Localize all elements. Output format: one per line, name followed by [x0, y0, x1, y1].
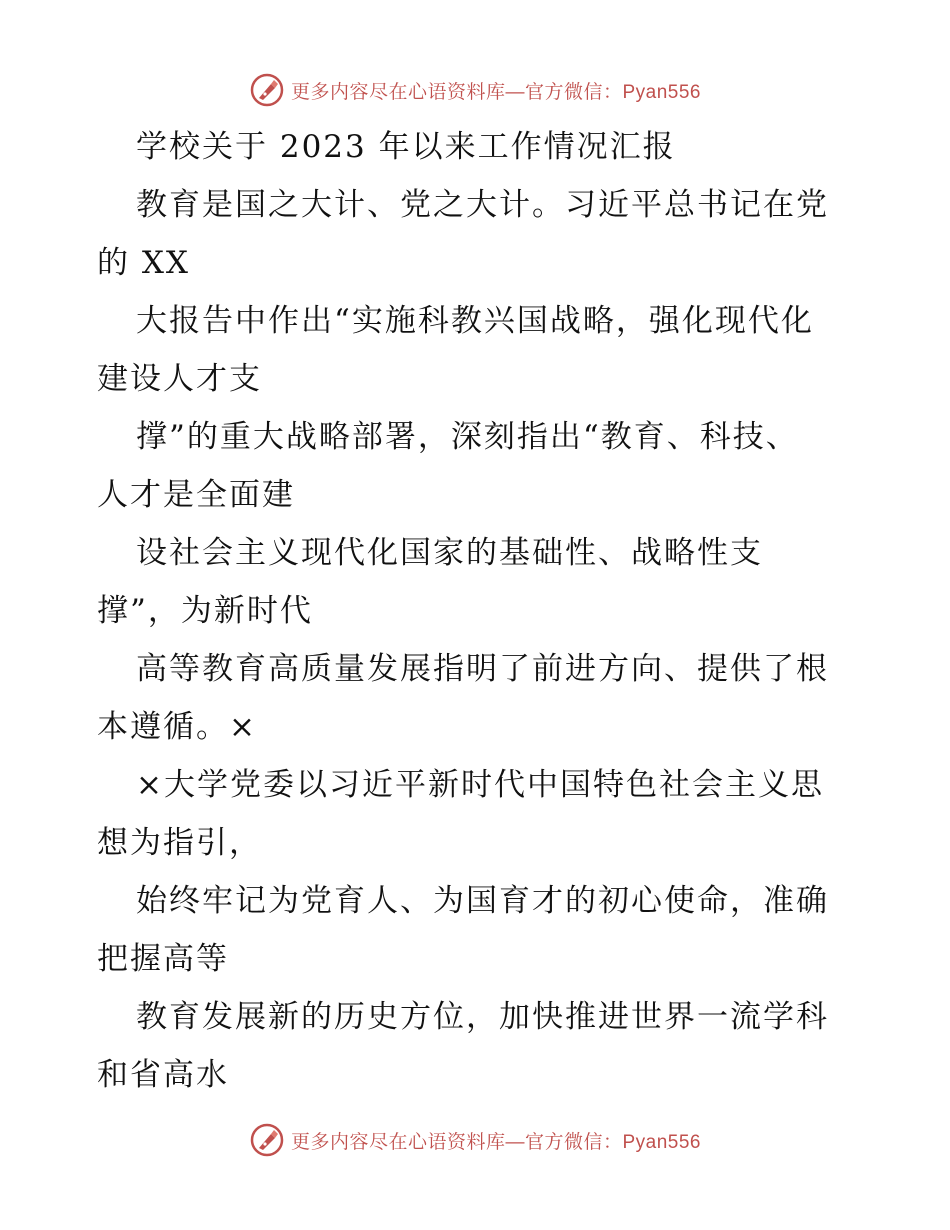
body-line: 教育发展新的历史方位，加快推进世界一流学科: [136, 999, 829, 1035]
body-line: 大报告中作出“实施科教兴国战略，强化现代化: [136, 303, 814, 339]
document-title: 学校关于 2023 年以来工作情况汇报: [136, 129, 676, 165]
body-line: 撑”，为新时代: [97, 593, 313, 629]
body-line: 教育是国之大计、党之大计。习近平总书记在党: [136, 187, 829, 223]
body-line: 人才是全面建: [97, 477, 295, 513]
footer-banner-text: 更多内容尽在心语资料库—官方微信：Pyan556: [290, 1131, 701, 1153]
body-line: 设社会主义现代化国家的基础性、战略性支: [136, 535, 763, 571]
body-line: 的 XX: [97, 245, 190, 281]
body-line: 撑”的重大战略部署，深刻指出“教育、科技、: [136, 419, 799, 455]
body-line: 想为指引，: [97, 825, 262, 861]
body-line: 始终牢记为党育人、为国育才的初心使命，准确: [136, 883, 829, 919]
header-banner: [0, 70, 950, 110]
footer-banner: [0, 1120, 950, 1160]
body-line: 建设人才支: [97, 361, 262, 397]
header-banner-text: 更多内容尽在心语资料库—官方微信：Pyan556: [290, 81, 701, 103]
body-line: 和省高水: [97, 1057, 229, 1093]
body-line: ×大学党委以习近平新时代中国特色社会主义思: [136, 767, 824, 803]
document-body: [97, 118, 853, 1104]
body-line: 本遵循。×: [97, 709, 257, 745]
pen-nib-logo-icon: [249, 1122, 285, 1158]
body-line: 把握高等: [97, 941, 229, 977]
body-line: 高等教育高质量发展指明了前进方向、提供了根: [136, 651, 829, 687]
pen-nib-logo-icon: [249, 72, 285, 108]
